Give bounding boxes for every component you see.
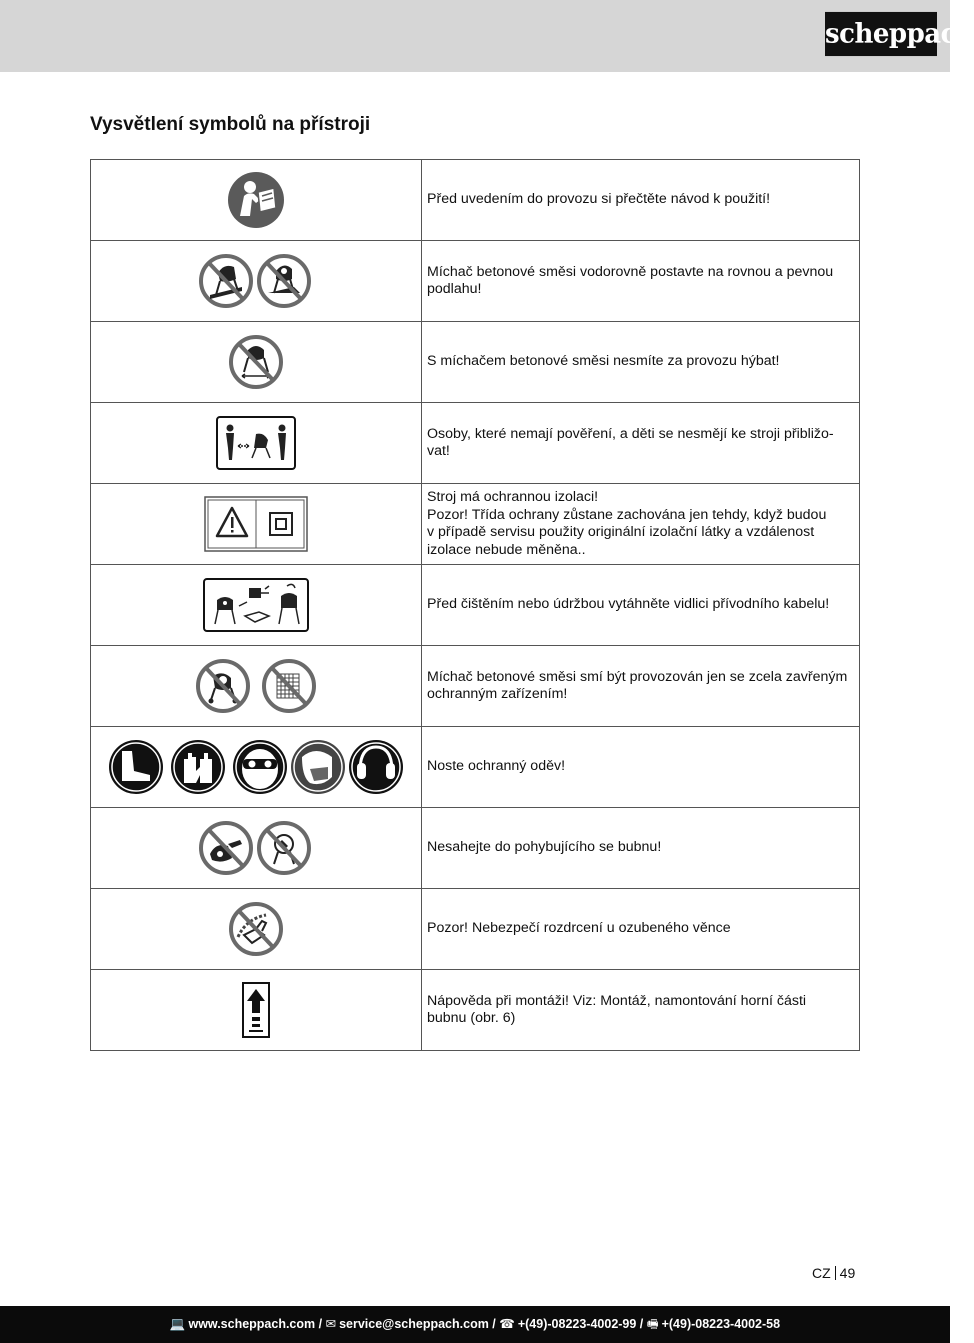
table-row [91,646,860,727]
description-cell [422,970,860,1051]
protective-equipment-icons [106,737,406,797]
level-ground-icons [196,251,316,311]
page-number [812,1265,855,1281]
phone-icon: ☎ [499,1317,515,1331]
description-text: Nápověda při montáži! Viz: Montáž, namontování horní části bubnu (obr. 6) [427,992,807,1026]
gloves-icon [171,740,225,794]
description-cell [422,322,860,403]
protective-insulation-icon [204,496,308,552]
symbol-cell [91,322,422,403]
description-cell [422,403,860,484]
crush-hazard-icon [226,899,286,959]
safety-boots-icon [109,740,163,794]
laptop-icon: 💻 [169,1317,186,1331]
table-row [91,889,860,970]
unplug-before-cleaning-icon [203,578,309,632]
symbol-cell [91,241,422,322]
goggles-icon [233,740,287,794]
envelope-icon: ✉ [325,1317,337,1331]
description-text: Pozor! Nebezpečí rozdrcení u ozubeného věnce [427,920,731,937]
table-row [91,241,860,322]
description-text: Stroj má ochrannou izolaci! Pozor! Třída ochrany zůstane zachována jen tehdy, když budou v případě servisu použity originální izolační látky a vzdálenost izolace nebude měněna.. [427,489,827,558]
fax-icon: 🖷 [646,1317,659,1331]
description-text: Míchač betonové směsi vodorovně postavte na rovnou a pevnou podlahu! [427,263,834,297]
symbol-cell [91,160,422,241]
description-text: Před čištěním nebo údržbou vytáhněte vidlici přívodního kabelu! [427,596,830,613]
description-cell [422,808,860,889]
description-text: Osoby, které nemají pověření, a děti se nesmějí ke stroji přibližo- vat! [427,425,834,459]
footer-bar [0,1306,950,1343]
footer-phone: +(49)-08223-4002-99 / [517,1317,644,1331]
description-cell [422,727,860,808]
ear-protection-icon [349,740,403,794]
footer-fax: +(49)-08223-4002-58 [661,1317,781,1331]
symbol-cell [91,808,422,889]
symbol-cell [91,727,422,808]
footer-website[interactable]: www.scheppach.com / [188,1317,323,1331]
scheppach-logo: scheppach [825,12,937,56]
page-number-value: 49 [839,1265,856,1281]
description-text: Míchač betonové směsi smí být provozován jen se zcela zavřeným ochranným zařízením! [427,668,848,702]
dust-mask-icon [291,740,345,794]
keep-distance-icon [216,416,296,470]
table-row [91,727,860,808]
symbol-cell [91,889,422,970]
symbol-cell [91,484,422,565]
description-text: Před uvedením do provozu si přečtěte návod k použití! [427,191,771,208]
no-reach-in-drum-icons [196,818,316,878]
read-manual-icon [226,170,286,230]
table-row [91,970,860,1051]
symbols-table [90,159,860,1051]
symbol-cell [91,565,422,646]
header-band [0,0,950,72]
description-cell [422,484,860,565]
footer-email[interactable]: service@scheppach.com / [339,1317,496,1331]
symbol-cell [91,646,422,727]
assembly-hint-icon [241,981,271,1039]
table-row [91,484,860,565]
description-cell [422,565,860,646]
table-row [91,403,860,484]
table-row [91,160,860,241]
description-text: Nesahejte do pohybujícího se bubnu! [427,839,662,856]
divider [835,1266,836,1280]
page-title: Vysvětlení symbolů na přístroji [90,114,371,135]
description-text: Noste ochranný oděv! [427,758,566,775]
table-row [91,565,860,646]
description-text: S míchačem betonové směsi nesmíte za provozu hýbat! [427,353,780,370]
symbol-cell [91,403,422,484]
description-cell [422,160,860,241]
description-cell [422,241,860,322]
no-moving-icon [226,332,286,392]
table-row [91,322,860,403]
description-cell [422,646,860,727]
guard-closed-icons [193,656,319,716]
symbol-cell [91,970,422,1051]
description-cell [422,889,860,970]
language-code: CZ [812,1265,831,1281]
table-row [91,808,860,889]
